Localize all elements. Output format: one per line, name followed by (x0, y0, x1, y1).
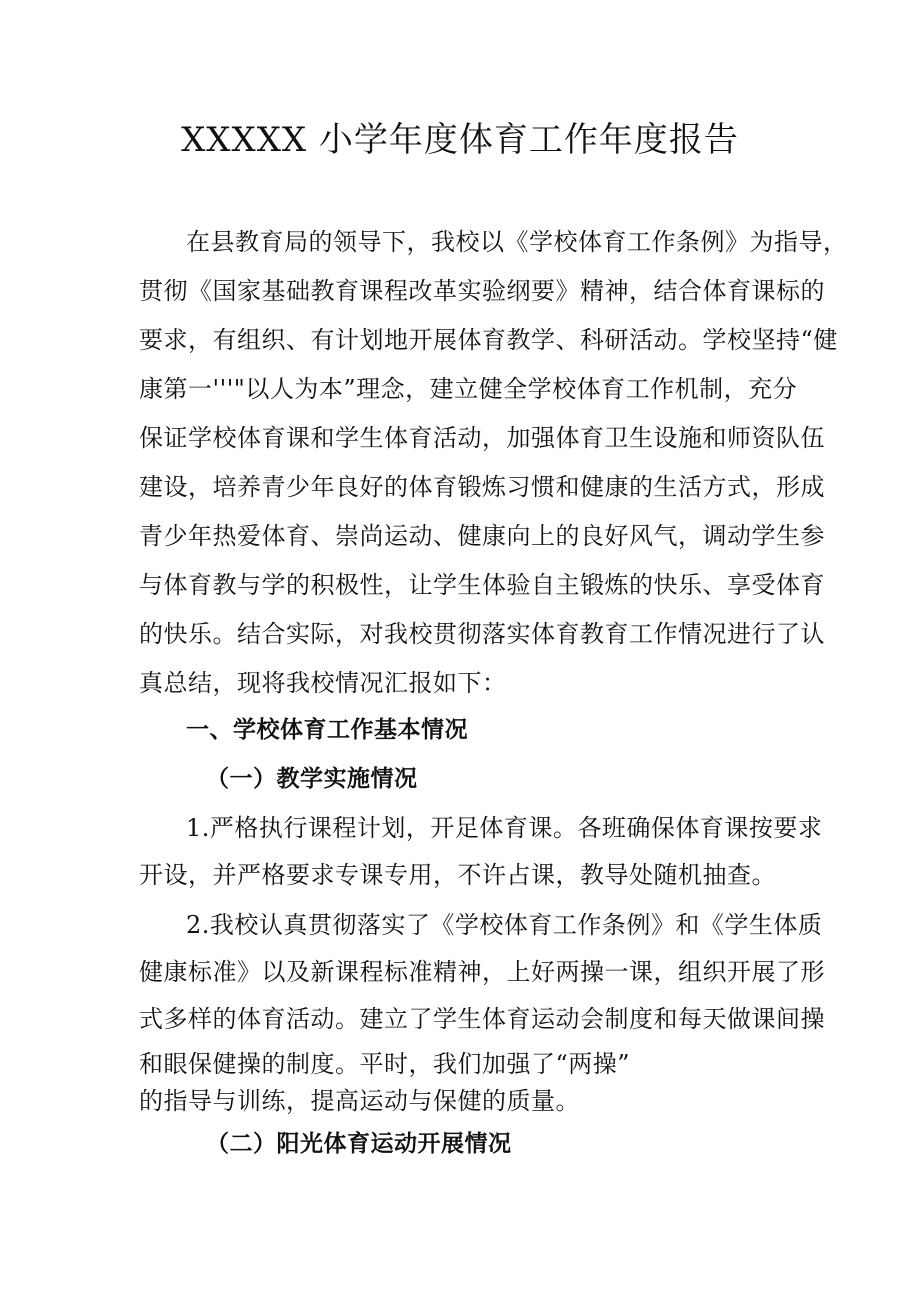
item-line: 健康标准》以及新课程标准精神，上好两操一课，组织开展了形 (139, 958, 825, 986)
subsection-heading: （二）阳光体育运动开展情况 (206, 1131, 512, 1157)
item-line: 式多样的体育活动。建立了学生体育运动会制度和每天做课间操 (139, 1005, 825, 1033)
intro-line: 与体育教与学的积极性，让学生体验自主锻炼的快乐、享受体育 (139, 571, 825, 599)
intro-line: 保证学校体育课和学生体育活动，加强体育卫生设施和师资队伍 (139, 424, 825, 452)
intro-line: 建设，培养青少年良好的体育锻炼习惯和健康的生活方式，形成 (139, 473, 825, 501)
intro-line: 在县教育局的领导下，我校以《学校体育工作条例》为指导， (186, 228, 848, 256)
item-line: 的指导与训练，提高运动与保健的质量。 (139, 1087, 580, 1115)
intro-line: 贯彻《国家基础教育课程改革实验纲要》精神，结合体育课标的 (139, 277, 825, 305)
section-heading: 一、学校体育工作基本情况 (186, 717, 468, 743)
intro-line: 青少年热爱体育、崇尚运动、健康向上的良好风气，调动学生参 (139, 522, 825, 550)
subsection-heading: （一）教学实施情况 (206, 766, 418, 792)
intro-line: 要求，有组织、有计划地开展体育教学、科研活动。学校坚持“健 (139, 326, 838, 354)
intro-line: 康第一'''"以人为本”理念，建立健全学校体育工作机制，充分 (139, 375, 798, 403)
item-line: 1.严格执行课程计划，开足体育课。各班确保体育课按要求 (186, 814, 823, 842)
item-line: 和眼保健操的制度。平时，我们加强了“两操” (139, 1050, 631, 1078)
item-line: 开设，并严格要求专课专用，不许占课，教导处随机抽查。 (139, 861, 776, 889)
intro-line: 的快乐。结合实际，对我校贯彻落实体育教育工作情况进行了认 (139, 620, 825, 648)
item-line: 2.我校认真贯彻落实了《学校体育工作条例》和《学生体质 (186, 911, 823, 939)
intro-line: 真总结，现将我校情况汇报如下： (139, 669, 507, 697)
document-title: XXXXX 小学年度体育工作年度报告 (181, 120, 739, 160)
